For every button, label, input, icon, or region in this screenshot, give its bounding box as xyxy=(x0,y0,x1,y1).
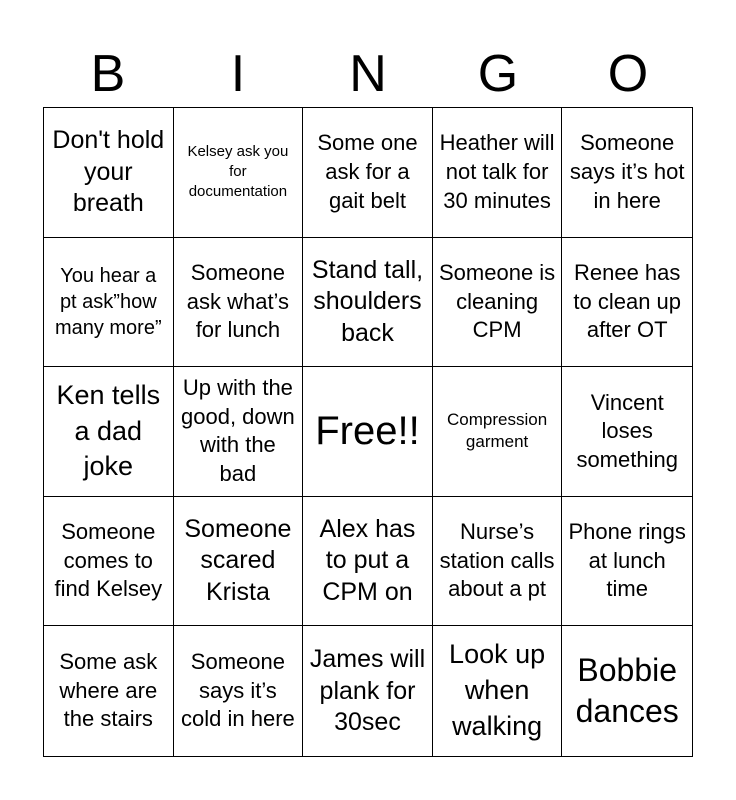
bingo-cell[interactable]: Up with the good, down with the bad xyxy=(174,367,304,497)
bingo-cell[interactable]: Phone rings at lunch time xyxy=(562,497,692,627)
header-letter-n: N xyxy=(349,45,387,103)
bingo-cell[interactable]: Look up when walking xyxy=(433,626,563,756)
bingo-cell[interactable]: Stand tall, shoulders back xyxy=(303,238,433,368)
bingo-board xyxy=(43,107,693,757)
bingo-cell[interactable]: James will plank for 30sec xyxy=(303,626,433,756)
bingo-cell[interactable]: Ken tells a dad joke xyxy=(44,367,174,497)
header-letter-i: I xyxy=(230,45,246,103)
bingo-cell[interactable]: Someone is cleaning CPM xyxy=(433,238,563,368)
header-letter-b: B xyxy=(90,45,126,103)
bingo-cell[interactable]: Someone ask what’s for lunch xyxy=(174,238,304,368)
bingo-cell[interactable]: Some ask where are the stairs xyxy=(44,626,174,756)
bingo-cell-free[interactable]: Free!! xyxy=(303,367,433,497)
bingo-cell[interactable]: Nurse’s station calls about a pt xyxy=(433,497,563,627)
bingo-header xyxy=(43,40,693,108)
bingo-cell[interactable]: Some one ask for a gait belt xyxy=(303,108,433,238)
header-letter-g: G xyxy=(477,45,519,103)
bingo-cell[interactable]: Someone says it’s cold in here xyxy=(174,626,304,756)
bingo-cell[interactable]: Someone comes to find Kelsey xyxy=(44,497,174,627)
bingo-cell[interactable]: Bobbie dances xyxy=(575,651,679,730)
bingo-cell[interactable]: Compression garment xyxy=(433,367,563,497)
bingo-cell[interactable]: Heather will not talk for 30 minutes xyxy=(433,108,563,238)
bingo-cell[interactable]: Vincent loses something xyxy=(562,367,692,497)
bingo-cell[interactable]: Someone scared Krista xyxy=(174,497,304,627)
bingo-cell[interactable]: Someone says it’s hot in here xyxy=(562,108,692,238)
bingo-cell[interactable]: You hear a pt ask”how many more” xyxy=(44,238,174,368)
bingo-cell[interactable]: Don't hold your breath xyxy=(44,108,174,238)
header-letter-o: O xyxy=(607,45,649,103)
bingo-cell[interactable]: Kelsey ask you for documentation xyxy=(174,108,304,238)
bingo-cell[interactable]: Alex has to put a CPM on xyxy=(303,497,433,627)
bingo-cell[interactable]: Renee has to clean up after OT xyxy=(562,238,692,368)
